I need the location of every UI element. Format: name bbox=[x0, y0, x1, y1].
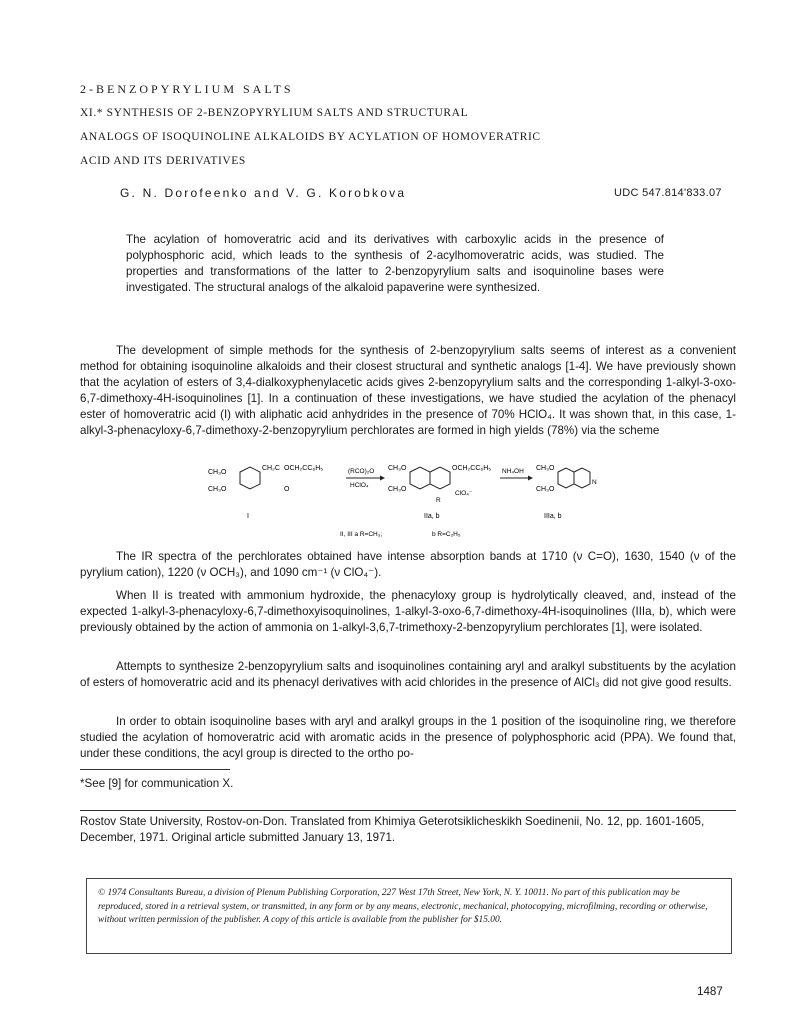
footnote: *See [9] for communication X. bbox=[80, 777, 234, 790]
article-title-line-2: ANALOGS OF ISOQUINOLINE ALKALOIDS BY ACYLATION OF HOMOVERATRIC bbox=[80, 131, 541, 143]
benzene-ring-III bbox=[558, 468, 574, 488]
structure-II bbox=[410, 467, 450, 489]
scheme-ester-group: CH₂C bbox=[262, 465, 280, 472]
series-title: 2-BENZOPYRYLIUM SALTS bbox=[80, 82, 294, 96]
reagent-nh4oh: NH₄OH bbox=[502, 468, 524, 475]
compound-label-II: IIa, b bbox=[424, 513, 440, 520]
copyright-notice: © 1974 Consultants Bureau, a division of Plenum Publishing Corporation, 227 West 17th Street, New York, N. Y. 10011. No part of this publication may be reproduced, stored in a retrieval system, or transmitted, in any form or by any means, electronic, mechanical, photocopying, microfilming, recording or otherwise, without written permission of the publisher. A copy of this article is available from the publisher for $15.00. bbox=[98, 888, 708, 925]
scheme-mid-ester: OCH₂CC₆H₅ bbox=[452, 465, 492, 472]
scheme-n-label: N bbox=[592, 479, 597, 486]
scheme-ch3o-top: CH₃O bbox=[208, 469, 227, 476]
scheme-ch3o-mid: CH₃O bbox=[388, 465, 407, 472]
arrowhead-1 bbox=[380, 476, 385, 481]
article-title-line-1: XI.* SYNTHESIS OF 2-BENZOPYRYLIUM SALTS AND STRUCTURAL bbox=[80, 107, 469, 119]
abstract: The acylation of homoveratric acid and its derivatives with carboxylic acids in the presence of polyphosphoric acid, which leads to the synthesis of 2-acylhomoveratric acids, was studied. The properties and transformations of the latter to 2-benzopyrylium salts and isoquinoline bases were investigated. The structural analogs of the alkaloid papaverine were synthesized. bbox=[126, 233, 664, 294]
scheme-ch3o-bottom: CH₃O bbox=[208, 486, 227, 493]
scheme-ch3o-right: CH₃O bbox=[536, 465, 555, 472]
compound-label-III: IIIa, b bbox=[544, 513, 562, 520]
scheme-legend-b: b R=C₂H₅ bbox=[432, 531, 461, 538]
scheme-clo4: ClO₄⁻ bbox=[455, 490, 473, 497]
pyrylium-ring-II bbox=[430, 467, 450, 489]
reaction-scheme bbox=[200, 460, 600, 542]
udc-code: UDC 547.814'833.07 bbox=[614, 187, 722, 199]
benzene-ring-II bbox=[410, 467, 430, 489]
scheme-ester-tail: OCH₂CC₆H₅ bbox=[284, 465, 324, 472]
paragraph-1: The development of simple methods for the synthesis of 2-benzopyrylium salts seems of interest as a convenient method for obtaining isoquinoline alkaloids and their closest structural and synthetic analogs [1-4]. We have previously shown that the acylation of esters of 3,4-dialkoxyphenylacetic acids gives 2-benzopyrylium salts and the corresponding 1-alkyl-3-oxo-6,7-dimethoxy-4H-isoquinolines [1]. In a continuation of these investigations, we have studied the acylation of the phenacyl ester of homoveratric acid (I) with aliphatic acid anhydrides in the presence of 70% HClO₄. It was shown that, in this case, 1-alkyl-3-phenacyloxy-6,7-dimethoxy-2-benzopyrylium perchlorates are formed in high yields (78%) via the scheme bbox=[80, 344, 736, 437]
isoquinoline-ring-III bbox=[574, 468, 590, 488]
affiliation-rule bbox=[80, 810, 736, 811]
reagent-top: (RCO)₂O bbox=[348, 468, 375, 475]
scheme-ch3o-right-b: CH₃O bbox=[536, 486, 555, 493]
scheme-o-label: O bbox=[284, 486, 290, 493]
scheme-r-label: R bbox=[436, 497, 441, 504]
compound-label-I: I bbox=[247, 513, 249, 520]
structure-III bbox=[558, 468, 590, 488]
footnote-rule bbox=[80, 769, 230, 770]
scheme-legend-a: II, III a R=CH₃; bbox=[340, 531, 383, 538]
structure-I bbox=[240, 467, 260, 489]
article-title-line-3: ACID AND ITS DERIVATIVES bbox=[80, 155, 246, 167]
paragraph-2: The IR spectra of the perchlorates obtained have intense absorption bands at 1710 (ν C=O), 1630, 1540 (ν of the pyrylium cation), 1220 (ν OCH₃), and 1090 cm⁻¹ (ν ClO₄⁻). bbox=[80, 550, 736, 579]
paragraph-3: When II is treated with ammonium hydroxide, the phenacyloxy group is hydrolytically cleaved, and, instead of the expected 1-alkyl-3-phenacyloxy-6,7-dimethoxyisoquinolines, 1-alkyl-3-oxo-6,7-dimethoxy-4H-isoquinolines (IIIa, b), which were previously obtained by the action of ammonia on 1-alkyl-3,6,7-trimethoxy-2-benzopyrylium perchlorates [1], were isolated. bbox=[80, 589, 736, 634]
scheme-ch3o-mid-b: CH₃O bbox=[388, 486, 407, 493]
paragraph-4: Attempts to synthesize 2-benzopyrylium salts and isoquinolines containing aryl and aralkyl substituents by the acylation of esters of homoveratric acid and its phenacyl derivatives with acid chlorides in the presence of AlCl₃ did not give good results. bbox=[80, 660, 736, 689]
page-number: 1487 bbox=[697, 985, 723, 998]
affiliation: Rostov State University, Rostov-on-Don. Translated from Khimiya Geterotsiklicheskikh Soedinenii, No. 12, pp. 1601-1605, December, 1971. Original article submitted January 13, 1971. bbox=[80, 815, 705, 844]
benzene-ring-I bbox=[240, 467, 260, 489]
reagent-bottom: HClO₄ bbox=[350, 482, 369, 489]
arrowhead-2 bbox=[528, 476, 533, 481]
authors: G. N. Dorofeenko and V. G. Korobkova bbox=[120, 186, 407, 200]
paragraph-5: In order to obtain isoquinoline bases with aryl and aralkyl groups in the 1 position of the isoquinoline ring, we therefore studied the acylation of homoveratric acid with aromatic acids in the presence of polyphosphoric acid (PPA). We found that, under these conditions, the acyl group is directed to the ortho po- bbox=[80, 715, 736, 760]
